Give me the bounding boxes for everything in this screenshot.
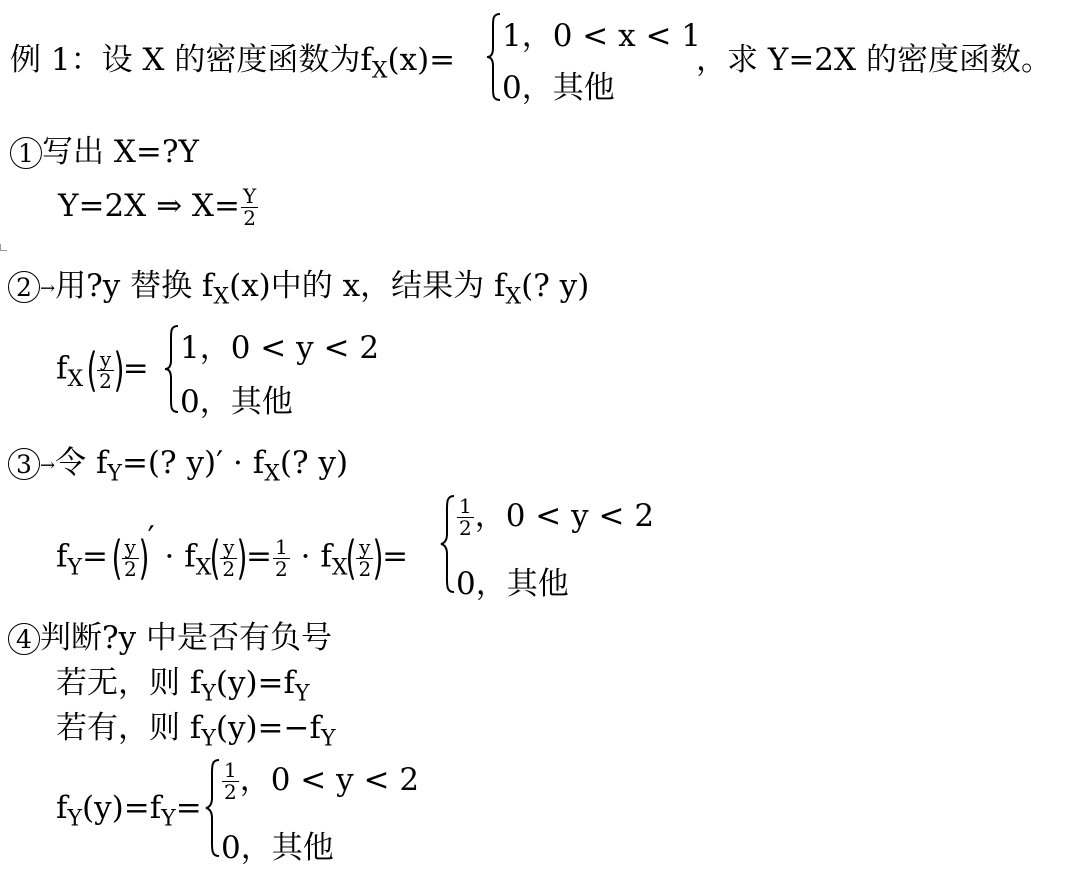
step3-eq1: = (82, 538, 108, 575)
step4-final-sub2: Y (161, 806, 176, 832)
step1-formula (58, 186, 259, 229)
step2-formula (56, 343, 149, 397)
paren-right: ) (372, 531, 384, 586)
step2-case-2: 0，其他 (180, 384, 293, 420)
step1-fraction (241, 186, 258, 229)
step3-dot1: · f (154, 538, 196, 575)
paren-right: ) (113, 343, 125, 397)
brace-icon (205, 758, 221, 858)
brace-icon (440, 494, 456, 594)
paren-right: ) (138, 531, 150, 586)
step4-cases (205, 754, 445, 864)
step3-title (8, 437, 348, 487)
step3-frac3-num: y (359, 534, 371, 559)
step3-number: 3 (8, 448, 40, 480)
fx-symbol: f (360, 42, 372, 78)
step3-formula (56, 520, 408, 585)
step2-f: f (56, 350, 68, 387)
step4-line-b-sub2: Y (320, 726, 336, 752)
step2-frac-den: 2 (99, 368, 112, 393)
step4-line-b-sub: Y (201, 726, 216, 752)
step3-prime: ′ (147, 520, 155, 556)
arrow-icon: → (40, 455, 56, 477)
fx-subscript: X (371, 58, 388, 84)
step4-title-text: 判断?y 中是否有负号 (40, 620, 332, 656)
step3-cases (440, 490, 680, 600)
step1-title-text: 写出 X=?Y (42, 134, 199, 170)
step3-fx-sub: X (195, 555, 212, 581)
step4-case-2: 0，其他 (221, 830, 334, 866)
step4-case-half (222, 760, 239, 803)
step3-half-num: 1 (275, 534, 288, 559)
step1-frac-den: 2 (241, 207, 258, 229)
step4-case-half-den: 2 (224, 780, 237, 804)
step2-eq: = (122, 350, 149, 387)
step2-frac-num: y (99, 346, 112, 371)
step2-cases (164, 320, 384, 420)
step3-case-1-tail: ，0 < y < 2 (474, 498, 655, 534)
step2-title-c: (? y) (521, 268, 590, 304)
step1-title (10, 126, 199, 171)
step3-title-b: =(? y)′ · f (121, 445, 265, 481)
step4-number: 4 (8, 623, 40, 655)
step3-frac2-num: y (223, 534, 235, 559)
step4-line-a-prefix: 若无，则 f (56, 665, 202, 701)
step4-case-half-num: 1 (224, 758, 237, 782)
step2-title-a: 用?y 替换 f (55, 268, 214, 304)
step3-dot2: · f (290, 538, 332, 575)
step4-final-mid: (y)=f (82, 790, 162, 826)
step4-line-a (56, 657, 310, 707)
step3-fy-sub: Y (67, 555, 83, 581)
step2-title-b: (x)中的 x，结果为 f (229, 268, 506, 304)
step1-number: 1 (10, 137, 42, 169)
step3-frac2-den: 2 (222, 556, 236, 581)
brace-icon (164, 324, 180, 414)
paren-left: ( (111, 531, 123, 586)
example-statement (10, 34, 455, 84)
example-tail: ，求 Y=2X 的密度函数。 (696, 42, 1052, 78)
step4-case-1 (221, 754, 419, 803)
step3-frac3-den: 2 (358, 556, 372, 581)
step2-title (8, 260, 589, 310)
step3-fraction-3 (356, 534, 373, 581)
step4-line-a-sub2: Y (295, 681, 310, 707)
paren-left: ( (209, 531, 221, 586)
step4-case-1-tail: ，0 < y < 2 (239, 762, 420, 798)
step3-fy: f (56, 538, 68, 575)
step4-line-b-prefix: 若有，则 f (56, 710, 202, 746)
paren-left: ( (86, 343, 98, 397)
step3-case-half (457, 496, 474, 539)
step3-title-sub2: X (264, 461, 280, 487)
paren-right: ) (236, 531, 248, 586)
step4-line-b (56, 702, 336, 752)
step3-frac1-den: 2 (123, 556, 137, 581)
step3-case-half-num: 1 (459, 494, 472, 518)
step3-eq2: = (246, 538, 273, 575)
step4-final-f: f (56, 790, 68, 826)
fx-argument: (x)= (387, 42, 456, 78)
step2-case-1: 1，0 < y < 2 (180, 330, 380, 366)
paren-left: ( (346, 531, 357, 586)
step3-fx-sub2: X (331, 555, 348, 581)
example-case-1: 1，0 < x < 1 (502, 18, 702, 54)
step3-fraction-2 (220, 534, 237, 581)
step3-case-2: 0，其他 (456, 566, 569, 602)
step2-number: 2 (8, 271, 40, 303)
page-corner-mark (0, 244, 7, 251)
brace-icon (486, 12, 502, 102)
example-cases (486, 8, 702, 106)
step3-case-1 (456, 490, 654, 539)
step2-f-sub: X (67, 367, 84, 393)
step2-fraction (97, 346, 114, 393)
step3-title-a: 令 f (55, 445, 108, 481)
step3-eq3: = (382, 538, 409, 575)
step4-line-a-mid: (y)=f (215, 665, 296, 701)
step3-frac1-num: y (124, 534, 136, 559)
step1-formula-left: Y=2X ⇒ X= (58, 188, 240, 224)
step3-case-half-den: 2 (459, 516, 472, 540)
step3-half (273, 534, 290, 581)
arrow-icon: → (40, 278, 56, 300)
step4-final-sub: Y (67, 806, 83, 832)
step3-title-sub: Y (107, 461, 122, 487)
step4-final-eq: = (175, 790, 202, 826)
step3-fraction-1 (122, 534, 139, 581)
example-case-2: 0，其他 (502, 70, 615, 106)
step4-line-a-sub: Y (201, 681, 216, 707)
step2-title-sub: X (213, 284, 230, 310)
step4-line-b-mid: (y)=−f (215, 710, 321, 746)
step1-frac-num: Y (242, 184, 257, 208)
step4-title (8, 612, 332, 657)
step3-half-den: 2 (275, 556, 288, 581)
step3-title-c: (? y) (279, 445, 349, 481)
example-label: 例 1：设 X 的密度函数为 (10, 42, 361, 78)
step4-final-formula (56, 790, 202, 832)
step2-title-sub2: X (505, 284, 522, 310)
